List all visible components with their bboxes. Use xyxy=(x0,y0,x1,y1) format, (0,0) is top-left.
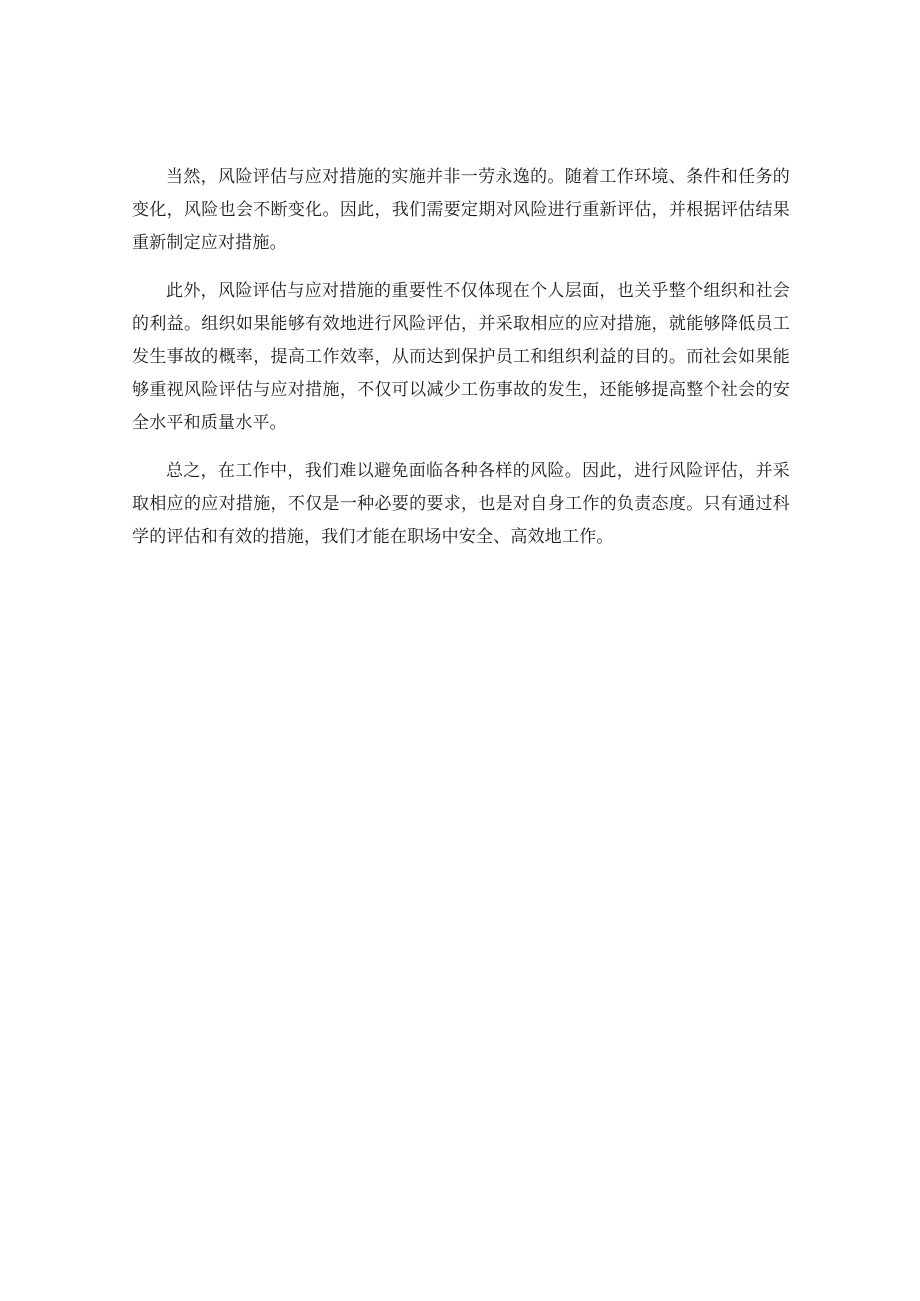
paragraph-1: 当然，风险评估与应对措施的实施并非一劳永逸的。随着工作环境、条件和任务的变化，风险也会不断变化。因此，我们需要定期对风险进行重新评估，并根据评估结果重新制定应对措施。 xyxy=(132,167,790,253)
paragraph-2: 此外，风险评估与应对措施的重要性不仅体现在个人层面，也关乎整个组织和社会的利益。组织如果能够有效地进行风险评估，并采取相应的应对措施，就能够降低员工发生事故的概率，提高工作效率，从而达到保护员工和组织利益的目的。而社会如果能够重视风险评估与应对措施，不仅可以减少工伤事故的发生，还能够提高整个社会的安全水平和质量水平。 xyxy=(132,281,790,433)
paragraph-3: 总之，在工作中，我们难以避免面临各种各样的风险。因此，进行风险评估，并采取相应的应对措施，不仅是一种必要的要求，也是对自身工作的负责态度。只有通过科学的评估和有效的措施，我们才能在职场中安全、高效地工作。 xyxy=(132,461,790,547)
document-body xyxy=(132,161,790,569)
